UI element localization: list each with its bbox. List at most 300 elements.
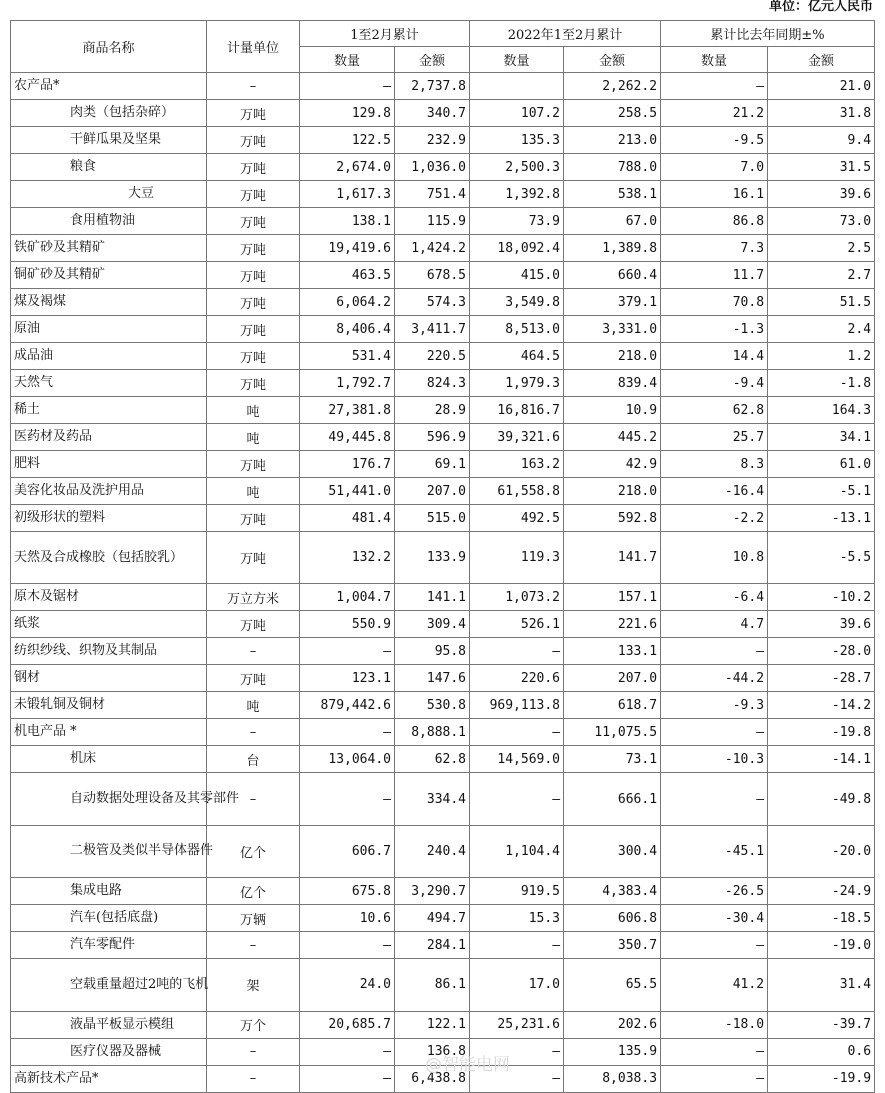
amount-cell: -19.9 xyxy=(768,1065,875,1092)
amount-cell: 135.9 xyxy=(564,1038,661,1065)
header-amount: 金额 xyxy=(395,47,470,73)
amount-cell: 39.6 xyxy=(768,181,875,208)
commodity-name: 原油 xyxy=(11,316,207,343)
unit-cell: 万吨 xyxy=(207,343,300,370)
amount-cell: 141.1 xyxy=(395,584,470,611)
amount-cell: -14.2 xyxy=(768,692,875,719)
qty-cell: – xyxy=(661,773,768,825)
amount-cell: -18.5 xyxy=(768,905,875,932)
amount-cell: 164.3 xyxy=(768,397,875,424)
amount-cell: 751.4 xyxy=(395,181,470,208)
table-row xyxy=(11,424,875,451)
qty-cell: 70.8 xyxy=(661,289,768,316)
qty-cell: 7.3 xyxy=(661,235,768,262)
qty-cell: 8,513.0 xyxy=(470,316,564,343)
qty-cell: 14,569.0 xyxy=(470,746,564,773)
amount-cell: 42.9 xyxy=(564,451,661,478)
qty-cell: 16.1 xyxy=(661,181,768,208)
amount-cell: 678.5 xyxy=(395,262,470,289)
unit-cell: 万吨 xyxy=(207,235,300,262)
qty-cell: – xyxy=(300,932,395,959)
amount-cell: -39.7 xyxy=(768,1011,875,1038)
amount-cell: 788.0 xyxy=(564,154,661,181)
amount-cell: 350.7 xyxy=(564,932,661,959)
amount-cell: 284.1 xyxy=(395,932,470,959)
qty-cell: 51,441.0 xyxy=(300,478,395,505)
amount-cell: 2,262.2 xyxy=(564,73,661,100)
unit-cell: 吨 xyxy=(207,397,300,424)
commodity-name: 汽车零配件 xyxy=(11,932,207,959)
qty-cell: 526.1 xyxy=(470,611,564,638)
amount-cell: 213.0 xyxy=(564,127,661,154)
qty-cell: 86.8 xyxy=(661,208,768,235)
table-row xyxy=(11,370,875,397)
table-row xyxy=(11,451,875,478)
amount-cell: 6,438.8 xyxy=(395,1065,470,1092)
amount-cell: 8,888.1 xyxy=(395,719,470,746)
unit-cell: 亿个 xyxy=(207,825,300,877)
amount-cell: 65.5 xyxy=(564,959,661,1011)
amount-cell: -10.2 xyxy=(768,584,875,611)
amount-cell: 1,424.2 xyxy=(395,235,470,262)
header-jan-feb-cumulative: 1至2月累计 xyxy=(300,21,470,47)
amount-cell: -24.9 xyxy=(768,878,875,905)
qty-cell: – xyxy=(661,932,768,959)
qty-cell: 481.4 xyxy=(300,505,395,532)
table-row xyxy=(11,73,875,100)
header-2022-jan-feb-cumulative: 2022年1至2月累计 xyxy=(470,21,661,47)
amount-cell: 73.1 xyxy=(564,746,661,773)
commodity-name: 医疗仪器及器械 xyxy=(11,1038,207,1065)
qty-cell: – xyxy=(470,932,564,959)
amount-cell: 0.6 xyxy=(768,1038,875,1065)
qty-cell: 606.7 xyxy=(300,825,395,877)
amount-cell: 207.0 xyxy=(564,665,661,692)
commodity-name: 未锻轧铜及铜材 xyxy=(11,692,207,719)
amount-cell: 494.7 xyxy=(395,905,470,932)
table-row xyxy=(11,262,875,289)
qty-cell: 3,549.8 xyxy=(470,289,564,316)
qty-cell: 15.3 xyxy=(470,905,564,932)
commodity-name: 美容化妆品及洗护用品 xyxy=(11,478,207,505)
table-row xyxy=(11,154,875,181)
commodity-name: 机床 xyxy=(11,746,207,773)
qty-cell: -6.4 xyxy=(661,584,768,611)
amount-cell: 221.6 xyxy=(564,611,661,638)
qty-cell: 122.5 xyxy=(300,127,395,154)
qty-cell: – xyxy=(661,638,768,665)
qty-cell: -18.0 xyxy=(661,1011,768,1038)
table-row xyxy=(11,611,875,638)
amount-cell: 218.0 xyxy=(564,343,661,370)
amount-cell: 73.0 xyxy=(768,208,875,235)
amount-cell: 39.6 xyxy=(768,611,875,638)
import-commodity-table xyxy=(10,20,875,1093)
qty-cell: 25.7 xyxy=(661,424,768,451)
commodity-name: 自动数据处理设备及其零部件 xyxy=(11,773,207,825)
qty-cell: 415.0 xyxy=(470,262,564,289)
amount-cell: 207.0 xyxy=(395,478,470,505)
qty-cell: – xyxy=(661,1038,768,1065)
qty-cell: 163.2 xyxy=(470,451,564,478)
amount-cell: 157.1 xyxy=(564,584,661,611)
amount-cell: 334.4 xyxy=(395,773,470,825)
qty-cell: 492.5 xyxy=(470,505,564,532)
table-row xyxy=(11,905,875,932)
unit-cell: 亿个 xyxy=(207,878,300,905)
commodity-name: 纺织纱线、织物及其制品 xyxy=(11,638,207,665)
qty-cell: – xyxy=(470,719,564,746)
amount-cell: 538.1 xyxy=(564,181,661,208)
amount-cell: 62.8 xyxy=(395,746,470,773)
qty-cell: – xyxy=(300,1038,395,1065)
commodity-name: 集成电路 xyxy=(11,878,207,905)
amount-cell: 2,737.8 xyxy=(395,73,470,100)
amount-cell: 122.1 xyxy=(395,1011,470,1038)
qty-cell: – xyxy=(661,1065,768,1092)
commodity-name: 粮食 xyxy=(11,154,207,181)
commodity-name: 天然气 xyxy=(11,370,207,397)
commodity-name: 农产品* xyxy=(11,73,207,100)
amount-cell: 2.5 xyxy=(768,235,875,262)
table-row xyxy=(11,343,875,370)
qty-cell: 21.2 xyxy=(661,100,768,127)
commodity-name: 天然及合成橡胶（包括胶乳） xyxy=(11,532,207,584)
amount-cell: 1,389.8 xyxy=(564,235,661,262)
amount-cell: 660.4 xyxy=(564,262,661,289)
qty-cell: 19,419.6 xyxy=(300,235,395,262)
commodity-name: 稀土 xyxy=(11,397,207,424)
unit-cell: – xyxy=(207,1038,300,1065)
unit-cell: 万吨 xyxy=(207,370,300,397)
unit-cell: 万吨 xyxy=(207,532,300,584)
amount-cell: 31.5 xyxy=(768,154,875,181)
commodity-name: 食用植物油 xyxy=(11,208,207,235)
commodity-name: 干鲜瓜果及坚果 xyxy=(11,127,207,154)
qty-cell: – xyxy=(470,1038,564,1065)
qty-cell: 7.0 xyxy=(661,154,768,181)
unit-cell: – xyxy=(207,932,300,959)
unit-cell: 吨 xyxy=(207,424,300,451)
table-row xyxy=(11,959,875,1011)
unit-cell: 万个 xyxy=(207,1011,300,1038)
commodity-name: 初级形状的塑料 xyxy=(11,505,207,532)
qty-cell: 969,113.8 xyxy=(470,692,564,719)
qty-cell: 61,558.8 xyxy=(470,478,564,505)
unit-cell: 吨 xyxy=(207,478,300,505)
qty-cell: 4.7 xyxy=(661,611,768,638)
amount-cell: 515.0 xyxy=(395,505,470,532)
qty-cell: 18,092.4 xyxy=(470,235,564,262)
unit-cell: 万吨 xyxy=(207,451,300,478)
amount-cell: 67.0 xyxy=(564,208,661,235)
qty-cell: 39,321.6 xyxy=(470,424,564,451)
qty-cell: 11.7 xyxy=(661,262,768,289)
qty-cell: 119.3 xyxy=(470,532,564,584)
unit-note: 单位：亿元人民币 xyxy=(768,0,873,14)
qty-cell: 1,392.8 xyxy=(470,181,564,208)
header-amount: 金额 xyxy=(768,47,875,73)
qty-cell xyxy=(470,73,564,100)
unit-cell: 万吨 xyxy=(207,505,300,532)
qty-cell: – xyxy=(300,773,395,825)
table-row xyxy=(11,208,875,235)
amount-cell: 3,411.7 xyxy=(395,316,470,343)
qty-cell: 463.5 xyxy=(300,262,395,289)
amount-cell: 95.8 xyxy=(395,638,470,665)
table-row xyxy=(11,505,875,532)
amount-cell: 4,383.4 xyxy=(564,878,661,905)
qty-cell: 10.8 xyxy=(661,532,768,584)
unit-cell: 万吨 xyxy=(207,208,300,235)
qty-cell: 138.1 xyxy=(300,208,395,235)
unit-cell: 万吨 xyxy=(207,665,300,692)
header-qty: 数量 xyxy=(470,47,564,73)
amount-cell: 34.1 xyxy=(768,424,875,451)
qty-cell: 41.2 xyxy=(661,959,768,1011)
commodity-name: 大豆 xyxy=(11,181,207,208)
qty-cell: 1,004.7 xyxy=(300,584,395,611)
amount-cell: 2.7 xyxy=(768,262,875,289)
amount-cell: 3,331.0 xyxy=(564,316,661,343)
table-row xyxy=(11,316,875,343)
commodity-name: 铁矿砂及其精矿 xyxy=(11,235,207,262)
commodity-name: 机电产品 * xyxy=(11,719,207,746)
amount-cell: -5.5 xyxy=(768,532,875,584)
unit-cell: – xyxy=(207,638,300,665)
table-row xyxy=(11,692,875,719)
table-row xyxy=(11,127,875,154)
header-unit: 计量单位 xyxy=(207,21,300,73)
qty-cell: – xyxy=(661,719,768,746)
qty-cell: -26.5 xyxy=(661,878,768,905)
amount-cell: 445.2 xyxy=(564,424,661,451)
qty-cell: 14.4 xyxy=(661,343,768,370)
table-row xyxy=(11,638,875,665)
unit-cell: 万立方米 xyxy=(207,584,300,611)
watermark: @智能电网 xyxy=(425,1055,510,1075)
qty-cell: -10.3 xyxy=(661,746,768,773)
unit-cell: – xyxy=(207,719,300,746)
qty-cell: 6,064.2 xyxy=(300,289,395,316)
qty-cell: 123.1 xyxy=(300,665,395,692)
amount-cell: 31.8 xyxy=(768,100,875,127)
qty-cell: 10.6 xyxy=(300,905,395,932)
qty-cell: – xyxy=(470,773,564,825)
amount-cell: 11,075.5 xyxy=(564,719,661,746)
amount-cell: 618.7 xyxy=(564,692,661,719)
amount-cell: 133.9 xyxy=(395,532,470,584)
table-row xyxy=(11,746,875,773)
header-qty: 数量 xyxy=(300,47,395,73)
qty-cell: 1,104.4 xyxy=(470,825,564,877)
amount-cell: 340.7 xyxy=(395,100,470,127)
table-row xyxy=(11,478,875,505)
amount-cell: -28.7 xyxy=(768,665,875,692)
amount-cell: -20.0 xyxy=(768,825,875,877)
qty-cell: 16,816.7 xyxy=(470,397,564,424)
table-row xyxy=(11,665,875,692)
qty-cell: 20,685.7 xyxy=(300,1011,395,1038)
table-row xyxy=(11,932,875,959)
qty-cell: 2,500.3 xyxy=(470,154,564,181)
qty-cell: 1,617.3 xyxy=(300,181,395,208)
amount-cell: 31.4 xyxy=(768,959,875,1011)
header-amount: 金额 xyxy=(564,47,661,73)
qty-cell: -9.3 xyxy=(661,692,768,719)
unit-cell: 万吨 xyxy=(207,181,300,208)
qty-cell: 464.5 xyxy=(470,343,564,370)
commodity-name: 铜矿砂及其精矿 xyxy=(11,262,207,289)
amount-cell: 9.4 xyxy=(768,127,875,154)
amount-cell: 530.8 xyxy=(395,692,470,719)
table-row xyxy=(11,100,875,127)
commodity-name: 肉类（包括杂碎） xyxy=(11,100,207,127)
amount-cell: 309.4 xyxy=(395,611,470,638)
amount-cell: -1.8 xyxy=(768,370,875,397)
qty-cell: 220.6 xyxy=(470,665,564,692)
amount-cell: 666.1 xyxy=(564,773,661,825)
qty-cell: 17.0 xyxy=(470,959,564,1011)
unit-cell: – xyxy=(207,773,300,825)
table-row xyxy=(11,1011,875,1038)
amount-cell: 220.5 xyxy=(395,343,470,370)
unit-cell: 万吨 xyxy=(207,127,300,154)
table-row xyxy=(11,825,875,877)
unit-cell: – xyxy=(207,73,300,100)
unit-cell: 万辆 xyxy=(207,905,300,932)
amount-cell: 133.1 xyxy=(564,638,661,665)
amount-cell: 1,036.0 xyxy=(395,154,470,181)
amount-cell: -49.8 xyxy=(768,773,875,825)
qty-cell: 879,442.6 xyxy=(300,692,395,719)
qty-cell: 13,064.0 xyxy=(300,746,395,773)
amount-cell: 51.5 xyxy=(768,289,875,316)
qty-cell: 73.9 xyxy=(470,208,564,235)
qty-cell: 129.8 xyxy=(300,100,395,127)
qty-cell: 132.2 xyxy=(300,532,395,584)
qty-cell: -45.1 xyxy=(661,825,768,877)
amount-cell: 258.5 xyxy=(564,100,661,127)
qty-cell: -2.2 xyxy=(661,505,768,532)
amount-cell: -14.1 xyxy=(768,746,875,773)
qty-cell: – xyxy=(470,1065,564,1092)
qty-cell: 25,231.6 xyxy=(470,1011,564,1038)
commodity-name: 汽车(包括底盘) xyxy=(11,905,207,932)
commodity-name: 纸浆 xyxy=(11,611,207,638)
qty-cell: -44.2 xyxy=(661,665,768,692)
commodity-name: 肥料 xyxy=(11,451,207,478)
commodity-name: 成品油 xyxy=(11,343,207,370)
amount-cell: 202.6 xyxy=(564,1011,661,1038)
unit-cell: 万吨 xyxy=(207,289,300,316)
amount-cell: 141.7 xyxy=(564,532,661,584)
unit-cell: 万吨 xyxy=(207,316,300,343)
amount-cell: -19.0 xyxy=(768,932,875,959)
amount-cell: 218.0 xyxy=(564,478,661,505)
amount-cell: 824.3 xyxy=(395,370,470,397)
amount-cell: 61.0 xyxy=(768,451,875,478)
qty-cell: 24.0 xyxy=(300,959,395,1011)
qty-cell: – xyxy=(300,73,395,100)
amount-cell: 606.8 xyxy=(564,905,661,932)
qty-cell: 1,979.3 xyxy=(470,370,564,397)
qty-cell: 8.3 xyxy=(661,451,768,478)
unit-cell: 万吨 xyxy=(207,100,300,127)
commodity-name: 原木及锯材 xyxy=(11,584,207,611)
amount-cell: 69.1 xyxy=(395,451,470,478)
qty-cell: – xyxy=(470,638,564,665)
qty-cell: -1.3 xyxy=(661,316,768,343)
qty-cell: – xyxy=(300,1065,395,1092)
unit-cell: 万吨 xyxy=(207,154,300,181)
commodity-name: 煤及褐煤 xyxy=(11,289,207,316)
commodity-name: 液晶平板显示模组 xyxy=(11,1011,207,1038)
qty-cell: 176.7 xyxy=(300,451,395,478)
table-row xyxy=(11,532,875,584)
table-row xyxy=(11,584,875,611)
qty-cell: 27,381.8 xyxy=(300,397,395,424)
amount-cell: 115.9 xyxy=(395,208,470,235)
amount-cell: 147.6 xyxy=(395,665,470,692)
qty-cell: 8,406.4 xyxy=(300,316,395,343)
qty-cell: – xyxy=(300,719,395,746)
table-row xyxy=(11,878,875,905)
unit-cell: – xyxy=(207,1065,300,1092)
unit-cell: 万吨 xyxy=(207,611,300,638)
unit-cell: 架 xyxy=(207,959,300,1011)
qty-cell: -9.5 xyxy=(661,127,768,154)
qty-cell: – xyxy=(300,638,395,665)
qty-cell: -16.4 xyxy=(661,478,768,505)
amount-cell: 136.8 xyxy=(395,1038,470,1065)
qty-cell: -9.4 xyxy=(661,370,768,397)
amount-cell: 596.9 xyxy=(395,424,470,451)
table-row xyxy=(11,397,875,424)
header-row-1 xyxy=(11,21,875,47)
amount-cell: 574.3 xyxy=(395,289,470,316)
commodity-name: 空载重量超过2吨的飞机 xyxy=(11,959,207,1011)
header-yoy-change: 累计比去年同期±% xyxy=(661,21,875,47)
table-body xyxy=(11,73,875,1093)
table-row xyxy=(11,289,875,316)
header-commodity-name: 商品名称 xyxy=(11,21,207,73)
qty-cell: 531.4 xyxy=(300,343,395,370)
qty-cell: 550.9 xyxy=(300,611,395,638)
qty-cell: -30.4 xyxy=(661,905,768,932)
qty-cell: 1,073.2 xyxy=(470,584,564,611)
unit-cell: 台 xyxy=(207,746,300,773)
table-row xyxy=(11,181,875,208)
table-row xyxy=(11,773,875,825)
amount-cell: 28.9 xyxy=(395,397,470,424)
amount-cell: -28.0 xyxy=(768,638,875,665)
qty-cell: – xyxy=(661,73,768,100)
commodity-name: 二极管及类似半导体器件 xyxy=(11,825,207,877)
commodity-name: 钢材 xyxy=(11,665,207,692)
unit-cell: 吨 xyxy=(207,692,300,719)
qty-cell: 135.3 xyxy=(470,127,564,154)
qty-cell: 1,792.7 xyxy=(300,370,395,397)
qty-cell: 2,674.0 xyxy=(300,154,395,181)
commodity-name: 高新技术产品* xyxy=(11,1065,207,1092)
qty-cell: 107.2 xyxy=(470,100,564,127)
amount-cell: -19.8 xyxy=(768,719,875,746)
amount-cell: 2.4 xyxy=(768,316,875,343)
amount-cell: 8,038.3 xyxy=(564,1065,661,1092)
amount-cell: 21.0 xyxy=(768,73,875,100)
amount-cell: 300.4 xyxy=(564,825,661,877)
